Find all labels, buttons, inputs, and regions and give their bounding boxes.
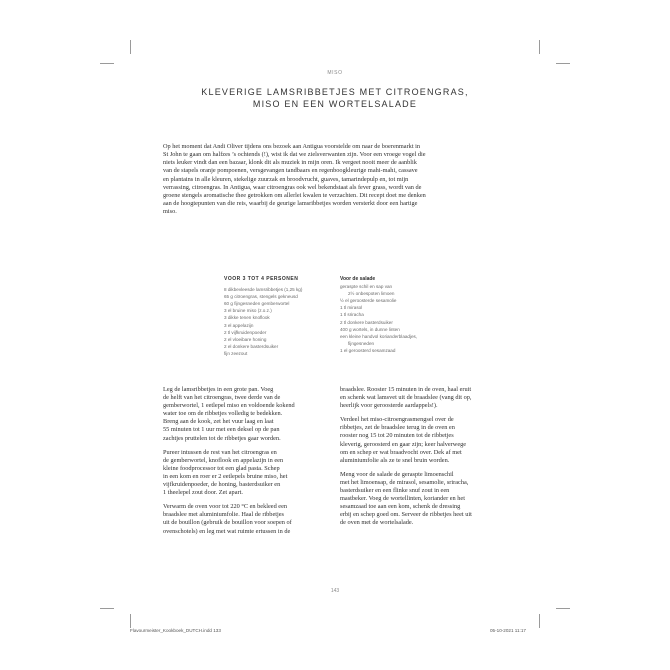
- method-line: braadslee met aluminiumfolie. Haal de ribbetjes: [163, 511, 284, 519]
- ingredients-main: [224, 276, 334, 357]
- crop-mark-bottom-left-horizontal: [100, 608, 114, 609]
- ingredient-item: 2 el donkere basterdsuiker: [224, 343, 279, 349]
- ingredient-item: 60 g fijngesneden gemberwortel: [224, 301, 290, 307]
- method-line: kleverig, geroosterd en gaar zijn; keer halverwege: [340, 440, 467, 448]
- ingredient-item: fijngesneden: [348, 340, 375, 346]
- method-line: Leg de lamsribbetjes in een grote pan. Voeg: [163, 386, 274, 393]
- method-paragraph: [163, 503, 333, 535]
- slug-timestamp: 05-10-2021 11:17: [490, 628, 526, 633]
- recipe-title-line-1: KLEVERIGE LAMSRIBBETJES MET CITROENGRAS,: [201, 87, 469, 97]
- intro-line: en plantains in alle kleuren, stekelige zuurzak en broodvrucht, guaves, tamarindepulp en, tot mijn: [163, 175, 409, 183]
- method-paragraph: [340, 386, 510, 410]
- intro-line: St John te gaan om halfzes ’s ochtends (!), wist ik dat we zielsverwanten zijn. Voor een vroege vogel die: [163, 151, 426, 159]
- ingredients-main-heading: VOOR 3 TOT 4 PERSONEN: [224, 276, 299, 282]
- method-line: ovenschotels) en leg met wat ruimte ertussen in de: [163, 527, 291, 535]
- method-line: basterdsuiker en een flinke snuf zout in een: [340, 487, 450, 495]
- method-paragraph: [163, 386, 333, 443]
- method-line: en schenk wat lamsvet uit de braadslee (vang dit op,: [340, 394, 472, 402]
- method-line: de gemberwortel, knoflook en appelazijn in een: [163, 456, 284, 464]
- method-line: uit de bouillon (gebruik de bouillon voor soepen of: [163, 519, 292, 527]
- method-line: heerlijk voor geroosterde aardappels!).: [340, 402, 438, 410]
- intro-line: verrassing, citroengras. In Antigua, waar citroengras ook wel bekendstaat als fever grass, wordt van de: [163, 183, 422, 191]
- ingredient-item: 1 tl mirasol: [340, 305, 363, 311]
- crop-mark-top-left-vertical: [130, 40, 131, 54]
- crop-mark-top-right-vertical: [539, 40, 540, 54]
- method-line: zachtjes pruttelen tot de ribbetjes gaar worden.: [163, 434, 281, 442]
- ingredient-item: 2½ onbespoten limoen: [348, 291, 395, 297]
- method-line: Breng aan de kook, zet het vuur laag en laat: [163, 418, 274, 426]
- method-line: 55 minuten tot 1 uur met een deksel op de pan: [163, 426, 280, 434]
- method-line: met het limoensap, de mirasol, sesamolie, sriracha,: [340, 478, 469, 486]
- page-number: 143: [330, 588, 340, 594]
- method-paragraph: [163, 449, 333, 498]
- ingredient-item: 2 tl donkere basterdsuiker: [340, 319, 393, 325]
- method-line: Verwarm de oven voor tot 220 °C en bekleed een: [163, 503, 288, 511]
- ingredient-item: 400 g wortels, in dunne linten: [340, 326, 400, 332]
- method-line: sesamzaad toe aan een kom, schenk de dressing: [340, 503, 461, 511]
- ingredients-salad: [340, 276, 450, 354]
- method-line: Meng voor de salade de geraspte limoenschil: [340, 470, 454, 478]
- method-line: de oven met de wortelsalade.: [340, 519, 414, 527]
- crop-mark-top-left-horizontal: [100, 63, 114, 64]
- method-column-left: [163, 386, 333, 542]
- ingredients-main-list: [224, 286, 334, 357]
- ingredient-item: 1 tl sriracha: [340, 312, 364, 318]
- intro-line: Op het moment dat Andi Oliver tijdens ons bezoek aan Antigua voorstelde om naar de boerenmarkt in: [163, 143, 421, 150]
- ingredients-salad-heading: Voor de salade: [340, 276, 376, 282]
- method-line: om en schep er wat braadvocht over. Dek af met: [340, 448, 462, 456]
- ingredient-item: 3 el appelazijn: [224, 322, 254, 328]
- intro-line: van de stapels oranje pompoenen, versgevangen tandbaars en regenboogkleurige mahi-mahi, cassave: [163, 167, 418, 175]
- intro-line: groene stengels aromatische thee getrokken om allerlei kwalen te verzachten. Dit recept doet me denken: [163, 191, 426, 199]
- intro-paragraph: [163, 143, 507, 216]
- ingredient-item: 2 tl vijfkruidenpoeder: [224, 329, 267, 335]
- method-line: rooster nog 15 tot 20 minuten tot de ribbetjes: [340, 432, 454, 440]
- crop-mark-bottom-right-horizontal: [556, 608, 570, 609]
- ingredient-item: een kleine handvol korianderblaadjes,: [340, 333, 418, 339]
- method-paragraph: [340, 471, 510, 528]
- ingredient-item: 1 el geroosterd sesamzaad: [340, 347, 396, 353]
- method-line: Verdeel het miso-citroengrasmengsel over de: [340, 416, 454, 424]
- ingredient-item: 3 el bruine miso (z.o.z.): [224, 308, 272, 314]
- method-line: ribbetjes, zet de braadslee terug in de oven en: [340, 424, 455, 432]
- method-line: de helft van het citroengras, twee derde van de: [163, 394, 281, 402]
- ingredient-item: fijn zeezout: [224, 350, 248, 356]
- intro-line: niets leuker vindt dan een bazaar, klonk dit als muziek in mijn oren. Ik vergeet nooit meer de aanblik: [163, 159, 417, 167]
- method-column-right: [340, 386, 510, 534]
- method-line: braadslee. Rooster 15 minuten in de oven, haal eruit: [340, 386, 472, 393]
- intro-line: aan de hoogtepunten van die reis, waarbij de geurige lamsribbetjes worden versterkt door een hartige: [163, 200, 418, 208]
- method-line: vijfkruidenpoeder, de honing, basterdsuiker en: [163, 481, 281, 489]
- crop-mark-top-right-horizontal: [556, 63, 570, 64]
- ingredient-item: 2 el vloeibare honing: [224, 336, 267, 342]
- ingredient-item: geraspte schil en sap van: [340, 284, 393, 290]
- ingredient-item: ½ el geroosterde sesamolie: [340, 298, 397, 304]
- method-line: erbij en schep goed om. Serveer de ribbetjes heet uit: [340, 511, 472, 519]
- crop-mark-bottom-right-vertical: [539, 614, 540, 628]
- method-line: 1 theelepel zout door. Zet apart.: [163, 489, 243, 497]
- method-line: water toe om de ribbetjes volledig te bedekken.: [163, 410, 283, 418]
- method-line: gemberwortel, 1 eetlepel miso en voldoende kokend: [163, 402, 295, 410]
- method-line: in een kom en roer er 2 eetlepels bruine miso, het: [163, 472, 288, 480]
- intro-line: miso.: [163, 208, 177, 216]
- method-paragraph: [340, 416, 510, 465]
- ingredient-item: 3 dikke tenen knoflook: [224, 315, 270, 321]
- method-line: mastbeker. Voeg de wortellinten, koriander en het: [340, 495, 465, 503]
- method-line: Pureer intussen de rest van het citroengras en: [163, 448, 277, 456]
- ingredient-item: 65 g citroengras, stengels gekneusd: [224, 294, 298, 300]
- running-head: MISO: [327, 70, 343, 76]
- ingredient-item: 8 dikbevleesde lamsribbetjes (1,25 kg): [224, 287, 303, 293]
- method-line: kleine foodprocessor tot een glad pasta. Schep: [163, 464, 280, 472]
- ingredients-salad-list: [340, 283, 450, 354]
- recipe-title-line-2: MISO EN EEN WORTELSALADE: [252, 99, 418, 109]
- slug-filename: Flavourmeister_Kookboek_DUTCH.indd 133: [130, 628, 221, 633]
- recipe-title: [150, 86, 520, 110]
- method-line: aluminiumfolie als ze te snel bruin worden.: [340, 456, 450, 464]
- crop-mark-bottom-left-vertical: [130, 614, 131, 628]
